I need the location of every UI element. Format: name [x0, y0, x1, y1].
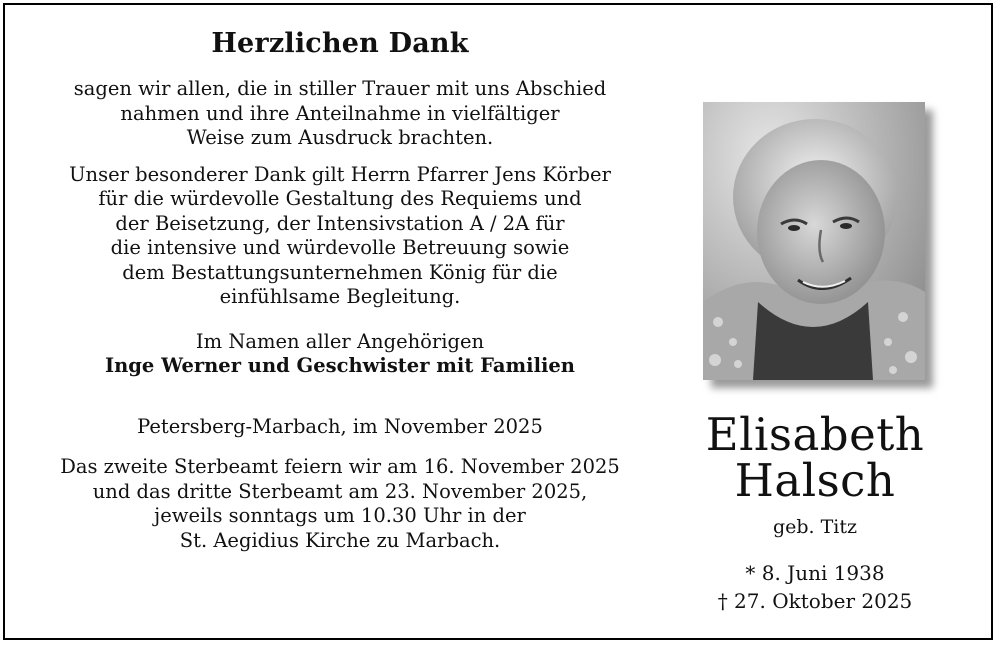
- birth-name: geb. Titz: [772, 516, 858, 538]
- text-line: Das zweite Sterbeamt feiern wir am 16. November 2025: [60, 455, 620, 478]
- text-line: Weise zum Ausdruck brachten.: [186, 126, 494, 149]
- portrait-photo: [703, 102, 925, 380]
- text-line: der Beisetzung, der Intensivstation A / 2A für: [115, 211, 565, 235]
- birth-date: * 8. Juni 1938: [745, 561, 885, 585]
- thank-you-text: [40, 28, 640, 553]
- services-paragraph: [40, 455, 640, 553]
- place-date: Petersberg-Marbach, im November 2025: [137, 414, 543, 438]
- portrait-illustration: [703, 102, 925, 380]
- text-line: jeweils sonntags um 10.30 Uhr in der: [154, 504, 526, 527]
- text-line: Unser besonderer Dank gilt Herrn Pfarrer Jens Körber: [69, 162, 611, 186]
- death-date: † 27. Oktober 2025: [717, 589, 913, 613]
- text-line: dem Bestattungsunternehmen König für die: [122, 260, 558, 284]
- family-signature: Inge Werner und Geschwister mit Familien: [105, 354, 575, 377]
- text-line: sagen wir allen, die in stiller Trauer mit uns Abschied: [73, 77, 607, 100]
- intro-paragraph: [40, 77, 640, 151]
- text-line: nahmen und ihre Anteilnahme in vielfältiger: [120, 101, 560, 125]
- last-name: Halsch: [734, 454, 896, 507]
- first-name: Elisabeth: [705, 408, 925, 461]
- portrait-image: [703, 102, 925, 380]
- text-line: die intensive und würdevolle Betreuung sowie: [110, 236, 570, 259]
- text-line: und das dritte Sterbeamt am 23. November 2025,: [92, 479, 588, 503]
- deceased-name: [690, 408, 940, 507]
- thanks-paragraph: [40, 163, 640, 310]
- text-line: einfühlsame Begleitung.: [219, 285, 461, 308]
- notice-title: Herzlichen Dank: [211, 28, 469, 59]
- text-line: St. Aegidius Kirche zu Marbach.: [179, 528, 501, 552]
- on-behalf-line: Im Namen aller Angehörigen: [195, 329, 485, 353]
- text-line: für die würdevolle Gestaltung des Requiems und: [98, 187, 582, 210]
